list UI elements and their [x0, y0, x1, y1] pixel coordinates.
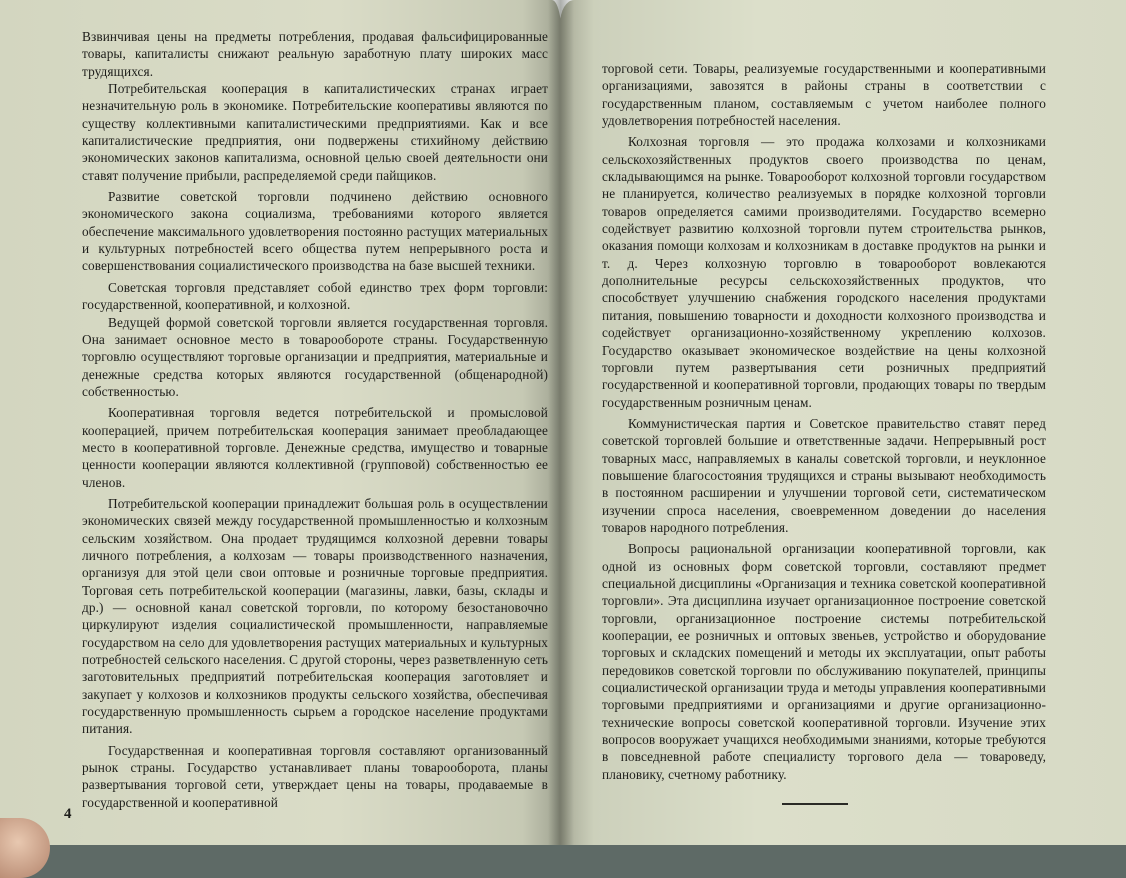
paragraph: Вопросы рациональной организации кооперативной торговли, как одной из основных форм советской торговли, составляют предмет специальной дисциплины «Организация и техника советской кооперативной торговли». Эта дисциплина изучает организационное построение советской торговли, организационное построение системы потребительской кооперации, ее розничных и оптовых звеньев, устройство и оборудование торговых и складских помещений и методы их эксплуатации, опыт работы передовиков советской торговли по обслуживанию покупателей, принципы социалистической организации труда и методы управления кооперативными торговыми предприятиями и организациями и другие организационно-технические вопросы советской кооперативной торговли. Изучение этих вопросов вооружает учащихся необходимыми знаниями, которые требуются в повседневной работе специалисту торгового дела — товароведу, плановику, счетному работнику.	[602, 541, 1046, 782]
paragraph: Потребительская кооперация в капиталистических странах играет незначительную роль в экономике. Потребительские кооперативы являются по существу коллективными капиталистическими предприятиями. Как и все капиталистические предприятия, они подвержены стихийному действию экономических законов капитализма, основной целью своей деятельности они ставят получение прибыли, распределяемой среди пайщиков.	[82, 81, 548, 183]
paragraph: Коммунистическая партия и Советское правительство ставят перед советской торговлей большие и ответственные задачи. Непрерывный рост товарных масс, направляемых в каналы советской торговли, и неуклонное повышение благосостояния трудящихся и страны вызывают необходимость в постоянном расширении и улучшении торговой сети, систематическом изучении спроса населения, своевременном доведении до населения товаров народного потребления.	[602, 415, 1046, 535]
paragraph: Кооперативная торговля ведется потребительской и промысловой кооперацией, причем потребительская кооперация занимает преобладающее место в кооперативной торговле. Денежные средства, имущество и товарные ценности кооперации являются коллективной (групповой) собственностью ее членов.	[82, 405, 548, 490]
left-page	[0, 0, 562, 845]
paragraph: Потребительской кооперации принадлежит большая роль в осуществлении экономических связей между государственной промышленностью и колхозным сельским хозяйством. Она продает трудящимся колхозной деревни товары личного потребления, а колхозам — товары производственного назначения, организуя для этой цели свои оптовые и розничные торговые предприятия. Торговая сеть потребительской кооперации (магазины, лавки, базы, склады и др.) — основной канал советской торговли, по которому безостановочно циркулируют изделия социалистической промышленности, направляемые государством на село для удовлетворения растущих материальных и культурных потребностей сельского населения. С другой стороны, через разветвленную сеть заготовительных предприятий потребительская кооперация заготовляет и закупает у колхозов и колхозников продукты сельского хозяйства, обеспечивая государственную промышленность сырьем а городское население продуктами питания.	[82, 495, 548, 737]
right-page	[560, 0, 1126, 845]
paragraph: Колхозная торговля — это продажа колхозами и колхозниками сельскохозяйственных продуктов своего производства по ценам, складывающимся на рынке. Товарооборот колхозной торговли государством не планируется, количество реализуемых в порядке колхозной торговли товаров определяется самими производителями. Государство всемерно содействует развитию колхозной торговли путем строительства рынков, оказания помощи колхозам и колхозникам в доставке продуктов на рынки и т. д. Через колхозную торговлю в товарооборот вовлекаются дополнительные ресурсы сельскохозяйственных продуктов, что способствует улучшению снабжения городского населения продуктами питания, повышению товарности и доходности колхозного производства и содействует организационно-хозяйственному укреплению колхозов. Государство оказывает экономическое воздействие на цены колхозной торговли путем развертывания сети розничных предприятий государственной и кооперативной торговли, продающих товары по твердым государственным розничным ценам.	[602, 134, 1046, 410]
paragraph: Ведущей формой советской торговли является государственная торговля. Она занимает основное место в товарообороте страны. Государственную торговлю осуществляют торговые организации и предприятия, материальные и денежные средства которых являются государственной (общенародной) собственностью.	[82, 314, 548, 399]
paragraph: Государственная и кооперативная торговля составляют организованный рынок страны. Государство устанавливает планы товарооборота, планы развертывания торговой сети, утверждает цены на товары, продаваемые в государственной и кооперативной	[82, 742, 548, 810]
paragraph: Взвинчивая цены на предметы потребления, продавая фальсифицированные товары, капиталисты снижают реальную заработную плату широких масс трудящихся.	[82, 29, 548, 79]
book-gutter	[548, 0, 574, 845]
paragraph: Советская торговля представляет собой единство трех форм торговли: государственной, кооперативной, и колхозной.	[82, 279, 548, 313]
paragraph: Развитие советской торговли подчинено действию основного экономического закона социализма, требованиями которого является обеспечение максимального удовлетворения постоянно растущих материальных и культурных потребностей всего общества путем непрерывного роста и совершенствования социалистического производства на базе высшей техники.	[82, 189, 548, 274]
paragraph: торговой сети. Товары, реализуемые государственными и кооперативными организациями, завозятся в районы страны в соответствии с государственным планом, составляемым с учетом наиболее полного удовлетворения потребностей населения.	[602, 61, 1046, 129]
page-number: 4	[64, 806, 72, 822]
section-end-rule	[782, 803, 848, 805]
